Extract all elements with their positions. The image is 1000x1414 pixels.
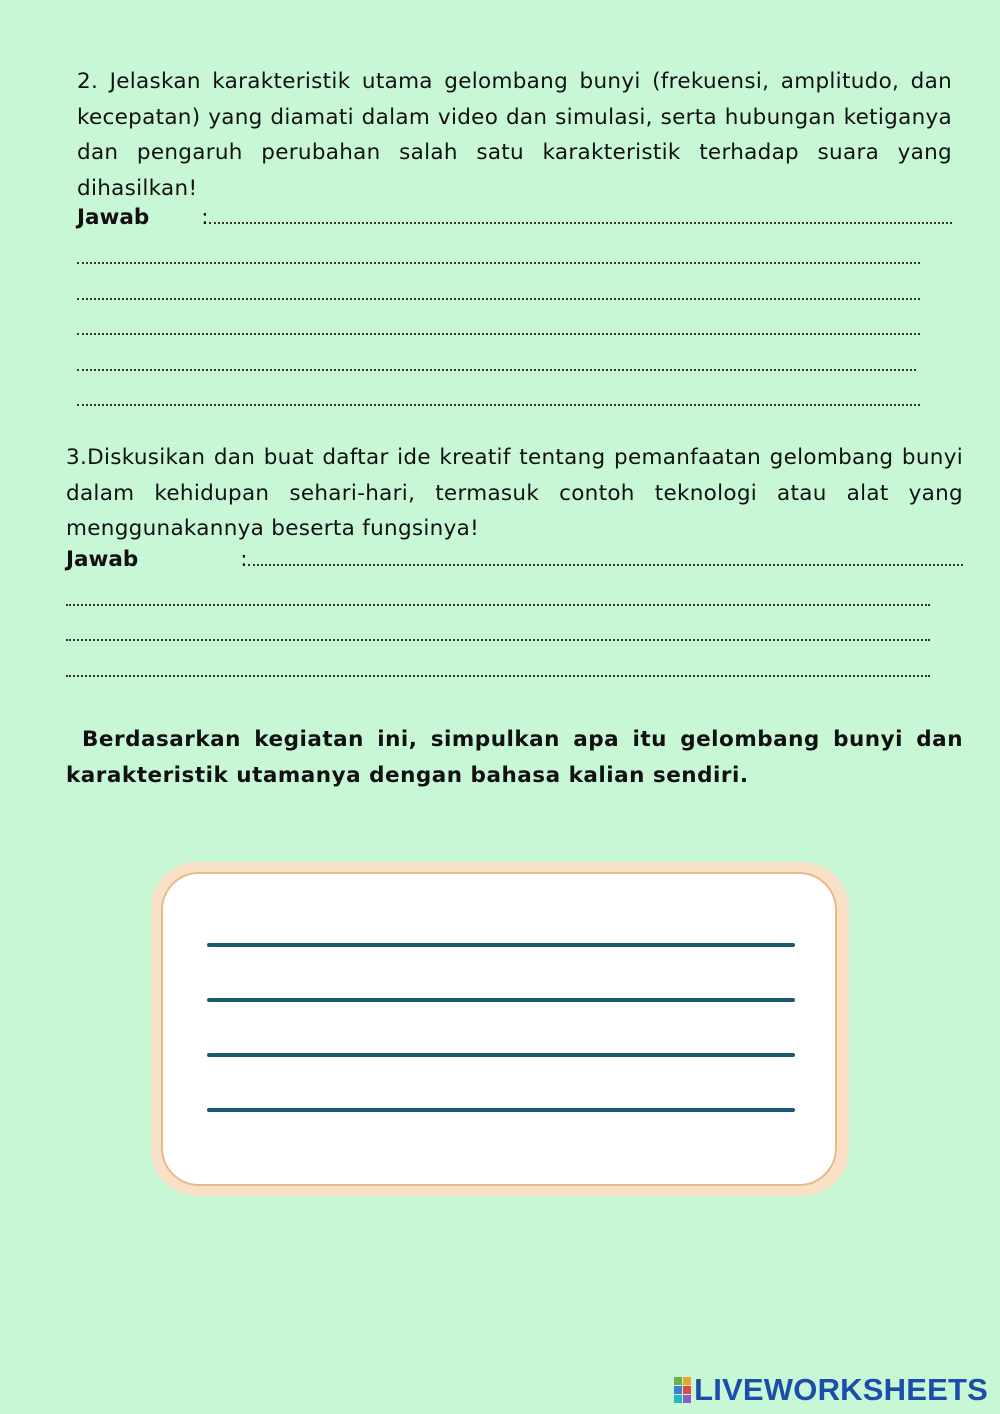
- liveworksheets-logo-text: LIVEWORKSHEETS: [694, 1372, 988, 1407]
- writing-line-2[interactable]: [207, 998, 795, 1002]
- answer-colon: :: [201, 205, 209, 230]
- question-2-answer-row: [77, 205, 952, 230]
- answer-input-line-2[interactable]: [66, 604, 930, 606]
- writing-line-4[interactable]: [207, 1108, 795, 1112]
- question-2-text: 2. Jelaskan karakteristik utama gelombang bunyi (frekuensi, amplitudo, dan kecepatan) yang diamati dalam video dan simulasi, serta hubungan ketiganya dan pengaruh perubahan salah satu karakteristik terhadap suara yang dihasilkan!: [77, 69, 952, 201]
- conclusion-answer-box-inner[interactable]: [161, 872, 837, 1186]
- answer-label: Jawab: [66, 547, 139, 572]
- answer-colon: :: [240, 547, 248, 572]
- answer-input-line-3[interactable]: [77, 298, 920, 300]
- answer-input-line-2[interactable]: [77, 262, 920, 264]
- writing-line-1[interactable]: [207, 943, 795, 947]
- question-3-text: 3.Diskusikan dan buat daftar ide kreatif tentang pemanfaatan gelombang bunyi dalam kehidupan sehari-hari, termasuk contoh teknologi atau alat yang menggunakannya beserta fungsinya!: [66, 445, 963, 541]
- question-3-answer-row: [66, 547, 963, 572]
- answer-input-line-5[interactable]: [77, 369, 916, 371]
- answer-input-line-4[interactable]: [77, 333, 920, 335]
- conclusion-answer-box: [151, 862, 849, 1196]
- answer-input-line-4[interactable]: [66, 675, 930, 677]
- liveworksheets-logo: [674, 1372, 988, 1408]
- answer-input-line-3[interactable]: [66, 639, 930, 641]
- liveworksheets-logo-icon: [674, 1377, 691, 1403]
- answer-input-line-1[interactable]: [209, 208, 952, 224]
- answer-input-line-6[interactable]: [77, 404, 920, 406]
- answer-label: Jawab: [77, 205, 150, 230]
- conclusion-instruction: Berdasarkan kegiatan ini, simpulkan apa itu gelombang bunyi dan karakteristik utamanya dengan bahasa kalian sendiri.: [66, 727, 963, 788]
- answer-input-line-1[interactable]: [248, 550, 963, 566]
- writing-line-3[interactable]: [207, 1053, 795, 1057]
